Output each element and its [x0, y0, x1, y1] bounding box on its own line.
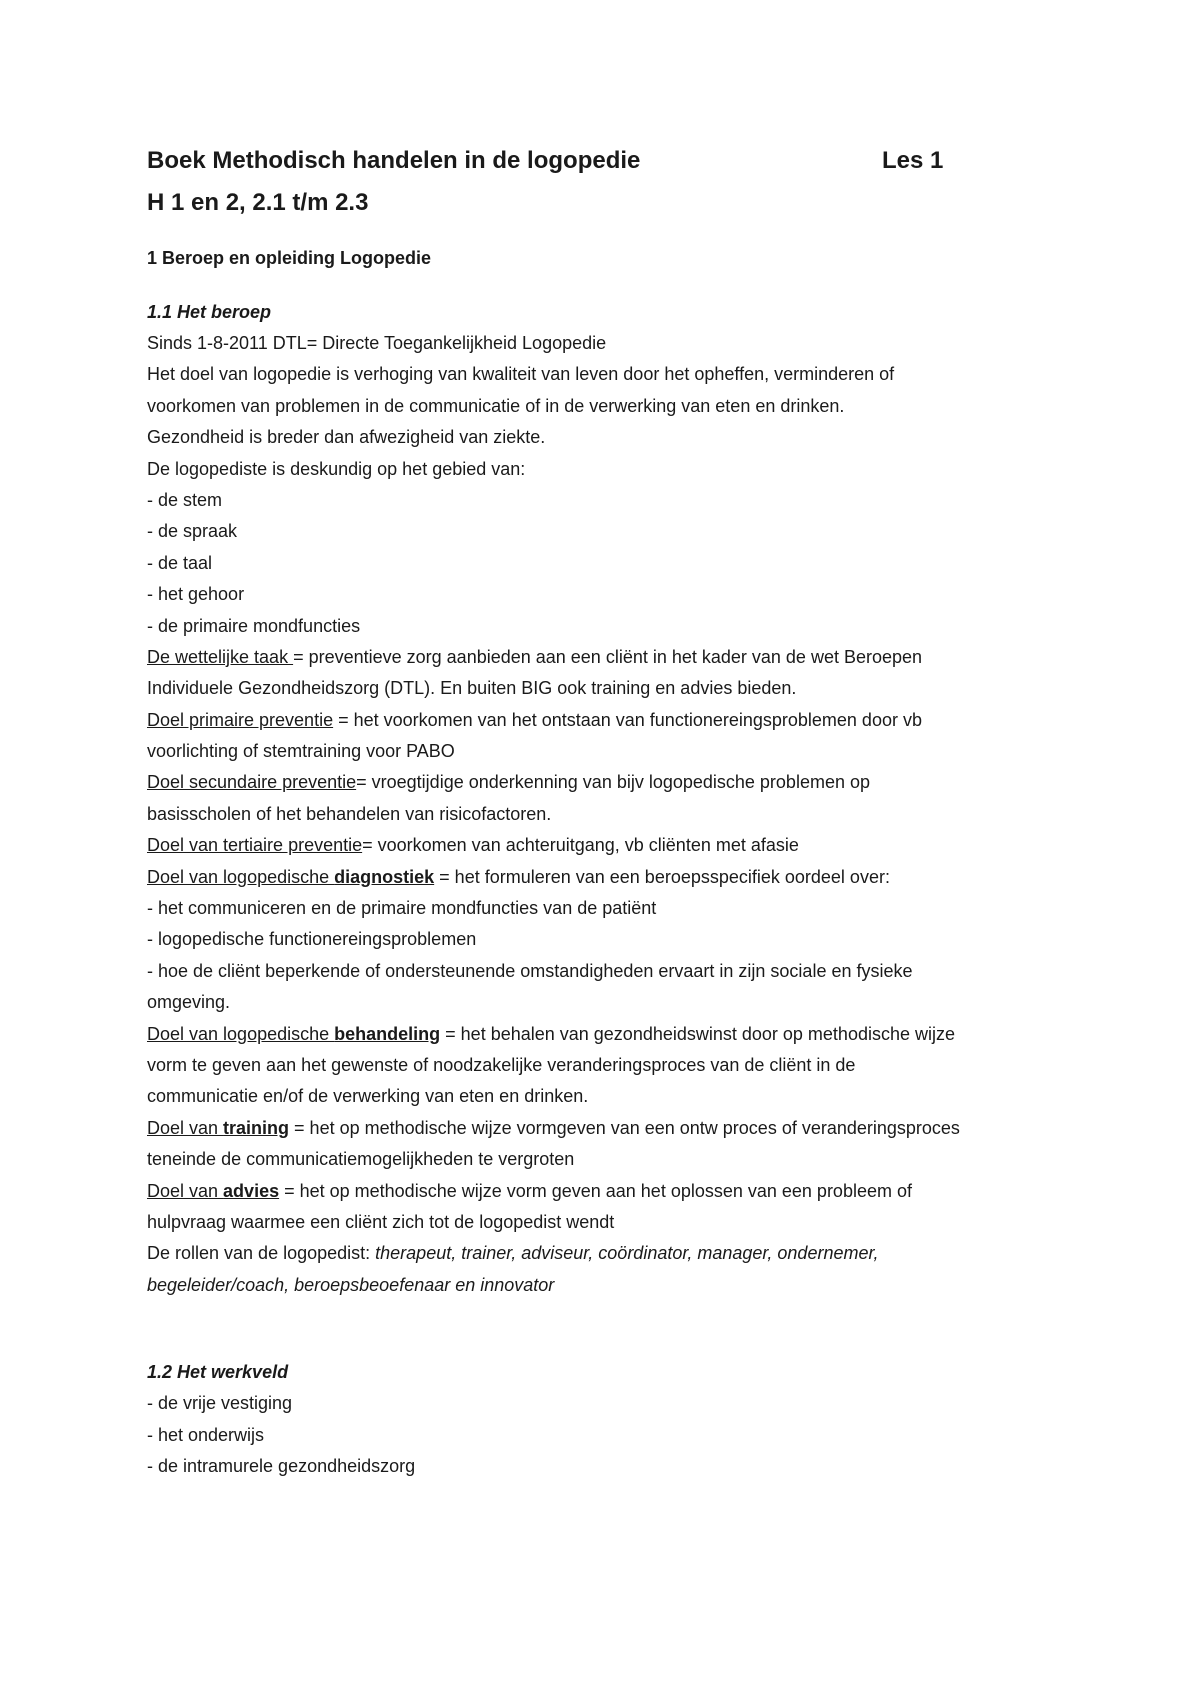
roles-line [147, 1238, 1067, 1269]
roles-list: therapeut, trainer, adviseur, coördinator, manager, ondernemer, [375, 1243, 879, 1264]
definition-line [147, 1019, 1067, 1050]
definition-line [147, 1176, 1067, 1207]
list-item: - de taal [147, 552, 213, 573]
list-item: - de spraak [147, 521, 238, 542]
paragraph-line: voorkomen van problemen in de communicatie of in de verwerking van eten en drinken. [147, 395, 845, 416]
definition-line [147, 767, 1067, 798]
definition-text: = het op methodische wijze vorm geven aan het oplossen van een probleem of [279, 1180, 912, 1201]
section-heading-1-1: 1.1 Het beroep [147, 302, 272, 322]
spacer [147, 273, 1067, 297]
roles-prefix: De rollen van de logopedist: [147, 1243, 376, 1264]
paragraph-line: communicatie en/of de verwerking van eten en drinken. [147, 1086, 589, 1107]
paragraph-line: voorlichting of stemtraining voor PABO [147, 741, 455, 762]
list-item: - het onderwijs [147, 1424, 265, 1445]
paragraph-line: omgeving. [147, 992, 231, 1013]
roles-list-continued: begeleider/coach, beroepsbeoefenaar en innovator [147, 1274, 555, 1295]
definition-text: = het voorkomen van het ontstaan van functionereingsproblemen door vb [333, 709, 922, 730]
term-behandeling-prefix: Doel van logopedische [147, 1023, 335, 1044]
paragraph-line: teneinde de communicatiemogelijkheden te vergroten [147, 1149, 575, 1170]
document-title: Boek Methodisch handelen in de logopedie [147, 147, 641, 174]
term-secundaire-preventie: Doel secundaire preventie [147, 772, 357, 793]
paragraph-line: vorm te geven aan het gewenste of noodzakelijke veranderingsproces van de cliënt in de [147, 1054, 856, 1075]
definition-line [147, 642, 1067, 673]
term-advies-prefix: Doel van [147, 1180, 224, 1201]
definition-line [147, 705, 1067, 736]
paragraph-line: De logopediste is deskundig op het gebied van: [147, 458, 526, 479]
term-advies: advies [223, 1180, 280, 1201]
term-training: training [223, 1117, 290, 1138]
list-item: - logopedische functionereingsproblemen [147, 929, 477, 950]
paragraph-line: basisscholen of het behandelen van risicofactoren. [147, 803, 552, 824]
paragraph-line: Het doel van logopedie is verhoging van kwaliteit van leven door het opheffen, verminderen of [147, 364, 895, 385]
section-heading-1-2: 1.2 Het werkveld [147, 1362, 289, 1383]
term-behandeling: behandeling [334, 1023, 441, 1044]
definition-text: = het formuleren van een beroepsspecifiek oordeel over: [434, 866, 890, 887]
term-primaire-preventie: Doel primaire preventie [147, 709, 334, 730]
definition-line [147, 862, 1067, 893]
spacer [147, 1301, 1067, 1357]
definition-text: = preventieve zorg aanbieden aan een cliënt in het kader van de wet Beroepen [293, 646, 923, 667]
term-wettelijke-taak: De wettelijke taak [147, 646, 294, 667]
definition-text: = vroegtijdige onderkenning van bijv logopedische problemen op [356, 772, 870, 793]
paragraph-line: hulpvraag waarmee een cliënt zich tot de logopedist wendt [147, 1211, 615, 1232]
paragraph-line: Individuele Gezondheidszorg (DTL). En buiten BIG ook training en advies bieden. [147, 678, 797, 699]
list-item: - hoe de cliënt beperkende of ondersteunende omstandigheden ervaart in zijn sociale en fysieke [147, 960, 913, 981]
definition-text: = het op methodische wijze vormgeven van een ontw proces of veranderingsproces [289, 1117, 960, 1138]
paragraph-line: Sinds 1-8-2011 DTL= Directe Toegankelijkheid Logopedie [147, 333, 607, 353]
list-item: - de intramurele gezondheidszorg [147, 1455, 416, 1476]
term-diagnostiek-prefix: Doel van logopedische [147, 866, 335, 887]
definition-line [147, 830, 1067, 861]
term-training-prefix: Doel van [147, 1117, 224, 1138]
list-item: - het communiceren en de primaire mondfuncties van de patiënt [147, 898, 657, 919]
document-title-row [147, 147, 1067, 181]
list-item: - het gehoor [147, 584, 245, 605]
list-item: - de vrije vestiging [147, 1393, 293, 1414]
document-subtitle: H 1 en 2, 2.1 t/m 2.3 [147, 189, 369, 216]
document-body [147, 147, 1067, 1482]
chapter-heading: 1 Beroep en opleiding Logopedie [147, 248, 432, 268]
section-1-1-body [147, 328, 1067, 1301]
term-diagnostiek: diagnostiek [334, 866, 435, 887]
definition-line [147, 1113, 1067, 1144]
definition-text: = het behalen van gezondheidswinst door op methodische wijze [440, 1023, 955, 1044]
list-item: - de primaire mondfuncties [147, 615, 361, 636]
definition-text: = voorkomen van achteruitgang, vb cliënten met afasie [362, 835, 799, 856]
lesson-label: Les 1 [882, 147, 944, 174]
list-item: - de stem [147, 489, 223, 510]
term-tertiaire-preventie: Doel van tertiaire preventie [147, 835, 363, 856]
section-1-2-body [147, 1388, 1067, 1482]
paragraph-line: Gezondheid is breder dan afwezigheid van ziekte. [147, 427, 546, 448]
